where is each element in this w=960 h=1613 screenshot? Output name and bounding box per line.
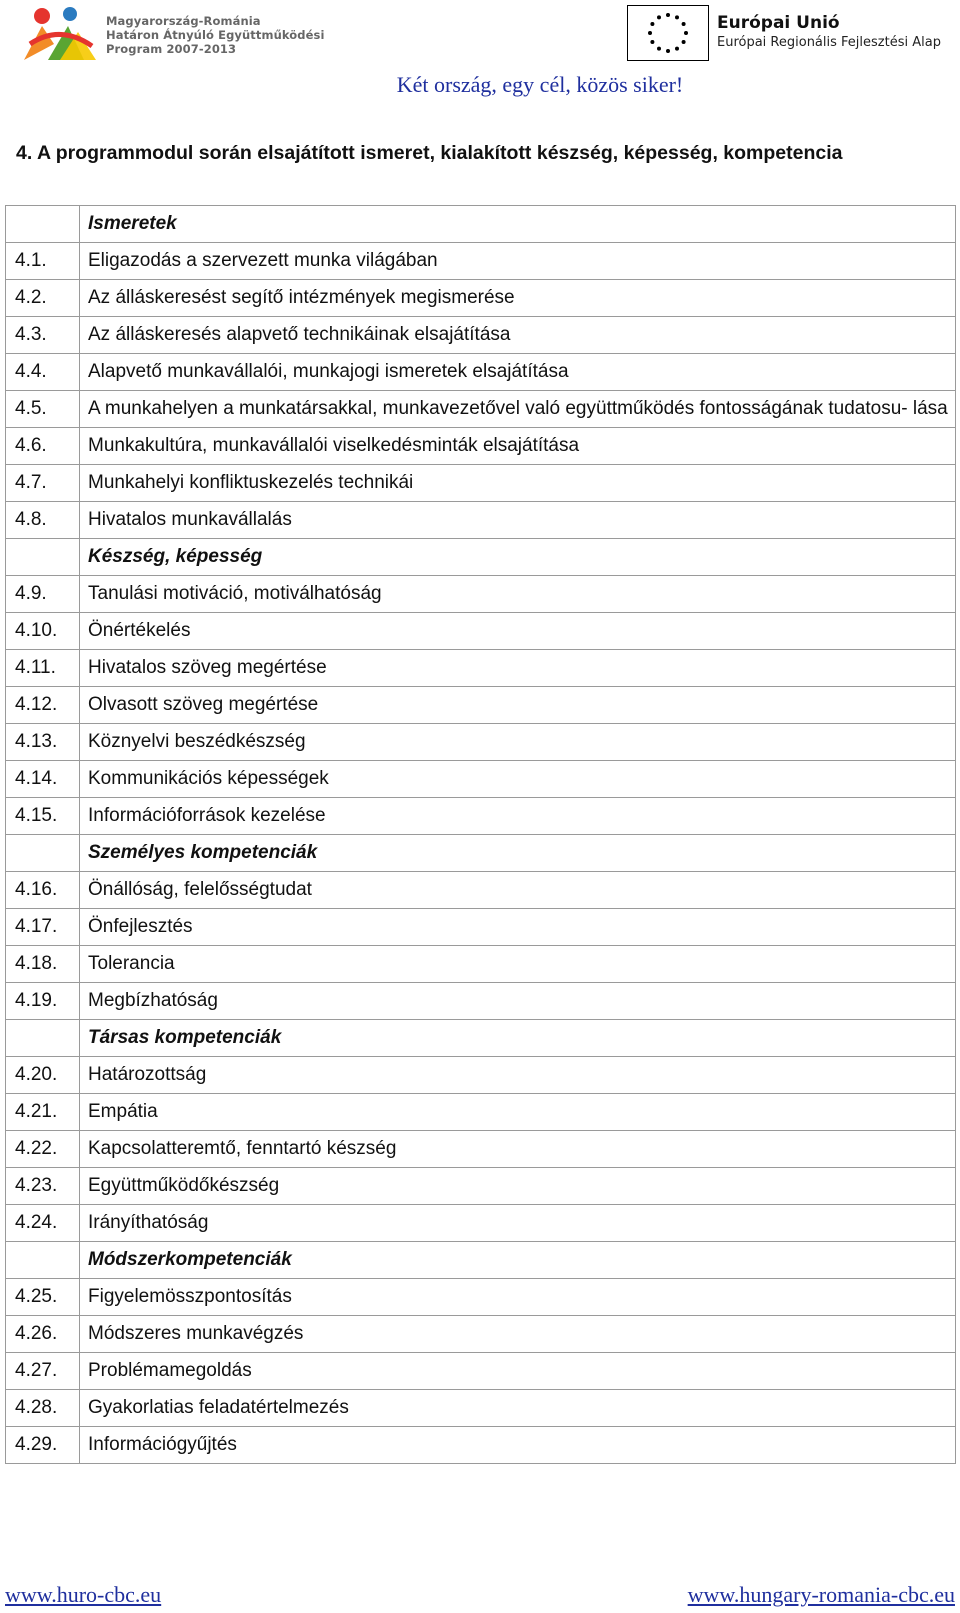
row-text: Munkakultúra, munkavállalói viselkedésminták elsajátítása [80,428,956,465]
row-number: 4.1. [6,243,80,280]
row-text: Az álláskeresés alapvető technikáinak elsajátítása [80,317,956,354]
program-logo [20,4,325,64]
table-row [6,798,956,835]
table-row [6,1094,956,1131]
table-row [6,354,956,391]
program-logo-icon [20,4,100,64]
row-number: 4.5. [6,391,80,428]
category-row [6,1242,956,1279]
row-text: Kapcsolatteremtő, fenntartó készség [80,1131,956,1168]
row-number: 4.18. [6,946,80,983]
row-number: 4.29. [6,1427,80,1464]
eu-flag-icon [627,5,709,61]
table-row [6,1057,956,1094]
table-row [6,1168,956,1205]
table-row [6,391,956,428]
row-number [6,539,80,576]
row-text: Irányíthatóság [80,1205,956,1242]
row-text: Figyelemösszpontosítás [80,1279,956,1316]
category-label: Ismeretek [80,206,956,243]
row-number: 4.13. [6,724,80,761]
row-text: Hivatalos szöveg megértése [80,650,956,687]
row-number: 4.23. [6,1168,80,1205]
eu-subtitle: Európai Regionális Fejlesztési Alap [717,35,941,50]
row-number: 4.27. [6,1353,80,1390]
row-text: Határozottság [80,1057,956,1094]
row-text: Információforrások kezelése [80,798,956,835]
category-row [6,206,956,243]
row-number [6,835,80,872]
row-text: Együttműködőkészség [80,1168,956,1205]
row-number: 4.8. [6,502,80,539]
footer-link-huro[interactable]: www.huro-cbc.eu [5,1582,162,1607]
row-text: Olvasott szöveg megértése [80,687,956,724]
row-number: 4.19. [6,983,80,1020]
table-row [6,428,956,465]
table-row [6,761,956,798]
row-number: 4.16. [6,872,80,909]
table-row [6,317,956,354]
row-number: 4.25. [6,1279,80,1316]
row-text: Problémamegoldás [80,1353,956,1390]
category-label: Személyes kompetenciák [80,835,956,872]
row-number: 4.3. [6,317,80,354]
category-label: Társas kompetenciák [80,1020,956,1057]
row-number: 4.26. [6,1316,80,1353]
table-row [6,1427,956,1464]
row-text: Kommunikációs képességek [80,761,956,798]
category-row [6,1020,956,1057]
table-row [6,872,956,909]
row-text: Tolerancia [80,946,956,983]
table-row [6,576,956,613]
row-number: 4.2. [6,280,80,317]
row-text: Módszeres munkavégzés [80,1316,956,1353]
footer-link-hungary-romania[interactable]: www.hungary-romania-cbc.eu [687,1582,955,1607]
table-row [6,502,956,539]
row-text: Gyakorlatias feladatértelmezés [80,1390,956,1427]
row-text: Köznyelvi beszédkészség [80,724,956,761]
row-text: Önfejlesztés [80,909,956,946]
row-number: 4.21. [6,1094,80,1131]
row-number: 4.17. [6,909,80,946]
table-row [6,687,956,724]
program-logo-line: Határon Átnyúló Együttműködési [106,28,325,42]
eu-title: Európai Unió [717,13,840,33]
table-row [6,1279,956,1316]
row-number [6,1020,80,1057]
row-number [6,1242,80,1279]
table-row [6,1205,956,1242]
row-number: 4.14. [6,761,80,798]
row-number: 4.9. [6,576,80,613]
table-row [6,613,956,650]
category-label: Módszerkompetenciák [80,1242,956,1279]
row-number: 4.10. [6,613,80,650]
row-number: 4.4. [6,354,80,391]
program-logo-text [106,14,346,56]
row-text: Alapvető munkavállalói, munkajogi ismeretek elsajátítása [80,354,956,391]
table-row [6,724,956,761]
row-number: 4.11. [6,650,80,687]
row-number [6,206,80,243]
row-number: 4.15. [6,798,80,835]
table-row [6,909,956,946]
program-logo-line: Program 2007-2013 [106,42,237,56]
program-logo-line: Magyarország-Románia [106,14,261,28]
row-text: Empátia [80,1094,956,1131]
category-label: Készség, képesség [80,539,956,576]
row-text: Információgyűjtés [80,1427,956,1464]
table-row [6,983,956,1020]
table-row [6,650,956,687]
row-number: 4.22. [6,1131,80,1168]
section-title: 4. A programmodul során elsajátított ismeret, kialakított készség, képesség, kompetencia [16,142,843,164]
category-row [6,539,956,576]
table-row [6,1353,956,1390]
competency-table-body [6,206,956,1464]
table-row [6,465,956,502]
slogan: Két ország, egy cél, közös siker! [396,72,684,97]
category-row [6,835,956,872]
row-text: Megbízhatóság [80,983,956,1020]
row-number: 4.20. [6,1057,80,1094]
row-text: Az álláskeresést segítő intézmények megismerése [80,280,956,317]
row-text: Tanulási motiváció, motiválhatóság [80,576,956,613]
table-row [6,243,956,280]
row-text: A munkahelyen a munkatársakkal, munkavezetővel való együttműködés fontosságának tudatosu- lása [80,391,956,428]
row-number: 4.7. [6,465,80,502]
table-row [6,1316,956,1353]
table-row [6,1390,956,1427]
table-row [6,280,956,317]
table-row [6,946,956,983]
row-text: Hivatalos munkavállalás [80,502,956,539]
row-number: 4.24. [6,1205,80,1242]
row-text: Munkahelyi konfliktuskezelés technikái [80,465,956,502]
eu-label [717,12,957,52]
competency-table [5,205,956,1464]
table-row [6,1131,956,1168]
row-text: Eligazodás a szervezett munka világában [80,243,956,280]
row-number: 4.12. [6,687,80,724]
row-number: 4.28. [6,1390,80,1427]
row-number: 4.6. [6,428,80,465]
row-text: Önállóság, felelősségtudat [80,872,956,909]
row-text: Önértékelés [80,613,956,650]
